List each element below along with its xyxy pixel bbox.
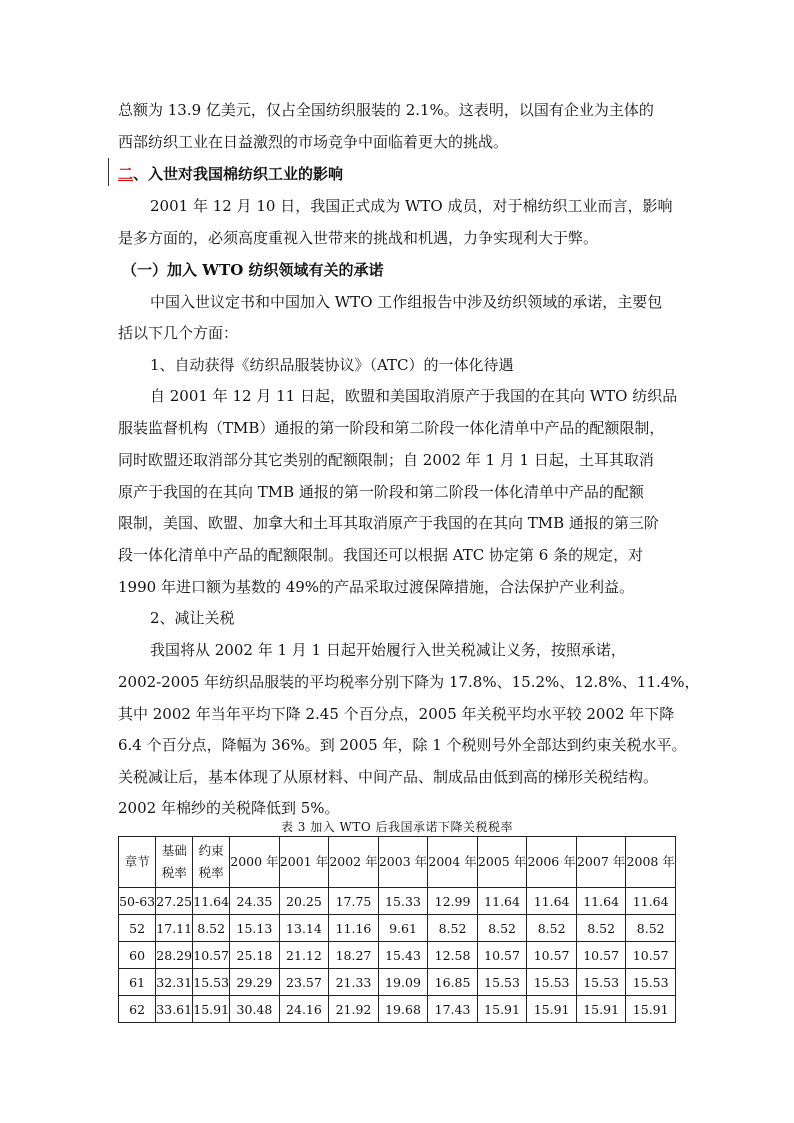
paragraph-line: 2002-2005 年纺织品服装的平均税率分别下降为 17.8%、15.2%、12.8%、11.4%， bbox=[118, 673, 700, 691]
header-cell: 2001 年 bbox=[279, 837, 329, 888]
rate-cell: 30.48 bbox=[230, 996, 280, 1023]
paragraph-line: 西部纺织工业在日益激烈的市场竞争中面临着更大的挑战。 bbox=[118, 133, 509, 151]
header-cell: 章节 bbox=[119, 837, 156, 888]
rate-cell: 28.29 bbox=[156, 942, 193, 969]
rate-cell: 15.53 bbox=[527, 969, 577, 996]
rate-cell: 21.12 bbox=[279, 942, 329, 969]
paragraph-line: 2001 年 12 月 10 日，我国正式成为 WTO 成员，对于棉纺织工业而言，影响 bbox=[150, 197, 673, 215]
header-line: 税率 bbox=[161, 865, 187, 880]
header-cell: 2003 年 bbox=[378, 837, 428, 888]
header-line: 约束 bbox=[198, 843, 224, 858]
rate-cell: 11.64 bbox=[527, 888, 577, 915]
paragraph-line: 6.4 个百分点，降幅为 36%。到 2005 年，除 1 个税则号外全部达到约束关税水平。 bbox=[118, 736, 687, 754]
rate-cell: 11.64 bbox=[576, 888, 626, 915]
rate-cell: 11.64 bbox=[477, 888, 527, 915]
rate-cell: 17.75 bbox=[329, 888, 379, 915]
paragraph-line: 1990 年进口额为基数的 49%的产品采取过渡保障措施，合法保护产业利益。 bbox=[118, 578, 635, 596]
rate-cell: 15.13 bbox=[230, 915, 280, 942]
rate-cell: 12.99 bbox=[428, 888, 478, 915]
rate-cell: 11.16 bbox=[329, 915, 379, 942]
rate-cell: 15.53 bbox=[576, 969, 626, 996]
header-line: 基础 bbox=[161, 843, 187, 858]
table-row bbox=[119, 942, 676, 969]
header-cell: 2005 年 bbox=[477, 837, 527, 888]
chapter-cell: 60 bbox=[119, 942, 156, 969]
rate-cell: 32.31 bbox=[156, 969, 193, 996]
paragraph-line: 服装监督机构（TMB）通报的第一阶段和第二阶段一体化清单中产品的配额限制， bbox=[118, 419, 665, 437]
chapter-cell: 61 bbox=[119, 969, 156, 996]
paragraph-line: 原产于我国的在其向 TMB 通报的第一阶段和第二阶段一体化清单中产品的配额 bbox=[118, 483, 644, 501]
paragraph-line: 2002 年棉纱的关税降低到 5%。 bbox=[118, 799, 340, 817]
header-cell: 2007 年 bbox=[576, 837, 626, 888]
chapter-cell: 52 bbox=[119, 915, 156, 942]
rate-cell: 8.52 bbox=[477, 915, 527, 942]
rate-cell: 10.57 bbox=[576, 942, 626, 969]
revision-bar bbox=[108, 158, 109, 186]
rate-cell: 8.52 bbox=[626, 915, 676, 942]
header-cell: 2008 年 bbox=[626, 837, 676, 888]
rate-cell: 8.52 bbox=[527, 915, 577, 942]
table-row bbox=[119, 996, 676, 1023]
header-cell: 2000 年 bbox=[230, 837, 280, 888]
rate-cell: 20.25 bbox=[279, 888, 329, 915]
rate-cell: 17.11 bbox=[156, 915, 193, 942]
paragraph-line: 总额为 13.9 亿美元，仅占全国纺织服装的 2.1%。这表明，以国有企业为主体的 bbox=[118, 101, 654, 119]
rate-cell: 29.29 bbox=[230, 969, 280, 996]
rate-cell: 10.57 bbox=[477, 942, 527, 969]
paragraph-line: 其中 2002 年当年平均下降 2.45 个百分点，2005 年关税平均水平较 2002 年下降 bbox=[118, 705, 675, 723]
rate-cell: 8.52 bbox=[428, 915, 478, 942]
rate-cell: 15.91 bbox=[477, 996, 527, 1023]
heading-revision-mark: 二 bbox=[118, 165, 134, 183]
rate-cell: 8.52 bbox=[576, 915, 626, 942]
paragraph-line: 关税减让后，基本体现了从原材料、中间产品、制成品由低到高的梯形关税结构。 bbox=[118, 768, 659, 786]
table-row bbox=[119, 915, 676, 942]
header-line: 税率 bbox=[198, 865, 224, 880]
rate-cell: 27.25 bbox=[156, 888, 193, 915]
rate-cell: 8.52 bbox=[193, 915, 230, 942]
chapter-cell: 62 bbox=[119, 996, 156, 1023]
rate-cell: 9.61 bbox=[378, 915, 428, 942]
paragraph-line: 中国入世议定书和中国加入 WTO 工作组报告中涉及纺织领域的承诺，主要包 bbox=[150, 293, 663, 311]
paragraph-line: 同时欧盟还取消部分其它类别的配额限制；自 2002 年 1 月 1 日起，土耳其取消 bbox=[118, 451, 654, 469]
paragraph-line: 是多方面的，必须高度重视入世带来的挑战和机遇，力争实现利大于弊。 bbox=[118, 229, 599, 247]
header-cell bbox=[193, 837, 230, 888]
header-cell: 2004 年 bbox=[428, 837, 478, 888]
rate-cell: 11.64 bbox=[193, 888, 230, 915]
rate-cell: 15.91 bbox=[527, 996, 577, 1023]
table-header-row bbox=[119, 837, 676, 888]
paragraph-line: 限制，美国、欧盟、加拿大和土耳其取消原产于我国的在其向 TMB 通报的第三阶 bbox=[118, 514, 659, 532]
rate-cell: 12.58 bbox=[428, 942, 478, 969]
tariff-table bbox=[118, 836, 676, 1023]
rate-cell: 23.57 bbox=[279, 969, 329, 996]
rate-cell: 15.91 bbox=[626, 996, 676, 1023]
section-heading bbox=[118, 164, 343, 184]
rate-cell: 19.68 bbox=[378, 996, 428, 1023]
rate-cell: 15.53 bbox=[626, 969, 676, 996]
rate-cell: 18.27 bbox=[329, 942, 379, 969]
table-row bbox=[119, 969, 676, 996]
rate-cell: 15.53 bbox=[477, 969, 527, 996]
rate-cell: 25.18 bbox=[230, 942, 280, 969]
rate-cell: 21.92 bbox=[329, 996, 379, 1023]
header-cell bbox=[156, 837, 193, 888]
rate-cell: 21.33 bbox=[329, 969, 379, 996]
table-row bbox=[119, 888, 676, 915]
table-caption: 表 3 加入 WTO 后我国承诺下降关税税率 bbox=[280, 820, 514, 834]
rate-cell: 10.57 bbox=[626, 942, 676, 969]
header-cell: 2006 年 bbox=[527, 837, 577, 888]
rate-cell: 16.85 bbox=[428, 969, 478, 996]
rate-cell: 15.33 bbox=[378, 888, 428, 915]
rate-cell: 15.53 bbox=[193, 969, 230, 996]
rate-cell: 17.43 bbox=[428, 996, 478, 1023]
rate-cell: 15.43 bbox=[378, 942, 428, 969]
chapter-cell: 50-63 bbox=[119, 888, 156, 915]
paragraph-line: 自 2001 年 12 月 11 日起，欧盟和美国取消原产于我国的在其向 WTO 纺织品 bbox=[150, 387, 678, 405]
rate-cell: 15.91 bbox=[576, 996, 626, 1023]
rate-cell: 10.57 bbox=[527, 942, 577, 969]
rate-cell: 13.14 bbox=[279, 915, 329, 942]
heading-text: 、入世对我国棉纺织工业的影响 bbox=[133, 165, 344, 183]
rate-cell: 15.91 bbox=[193, 996, 230, 1023]
header-cell: 2002 年 bbox=[329, 837, 379, 888]
paragraph-line: 我国将从 2002 年 1 月 1 日起开始履行入世关税减让义务，按照承诺， bbox=[150, 641, 626, 659]
subsection-heading: （一）加入 WTO 纺织领域有关的承诺 bbox=[122, 261, 384, 279]
rate-cell: 24.35 bbox=[230, 888, 280, 915]
rate-cell: 19.09 bbox=[378, 969, 428, 996]
paragraph-line: 括以下几个方面： bbox=[118, 324, 239, 342]
list-item-heading: 2、减让关税 bbox=[150, 609, 235, 627]
list-item-heading: 1、自动获得《纺织品服装协议》（ATC）的一体化待遇 bbox=[150, 356, 514, 374]
rate-cell: 10.57 bbox=[193, 942, 230, 969]
rate-cell: 24.16 bbox=[279, 996, 329, 1023]
rate-cell: 11.64 bbox=[626, 888, 676, 915]
rate-cell: 33.61 bbox=[156, 996, 193, 1023]
paragraph-line: 段一体化清单中产品的配额限制。我国还可以根据 ATC 协定第 6 条的规定，对 bbox=[118, 546, 644, 564]
